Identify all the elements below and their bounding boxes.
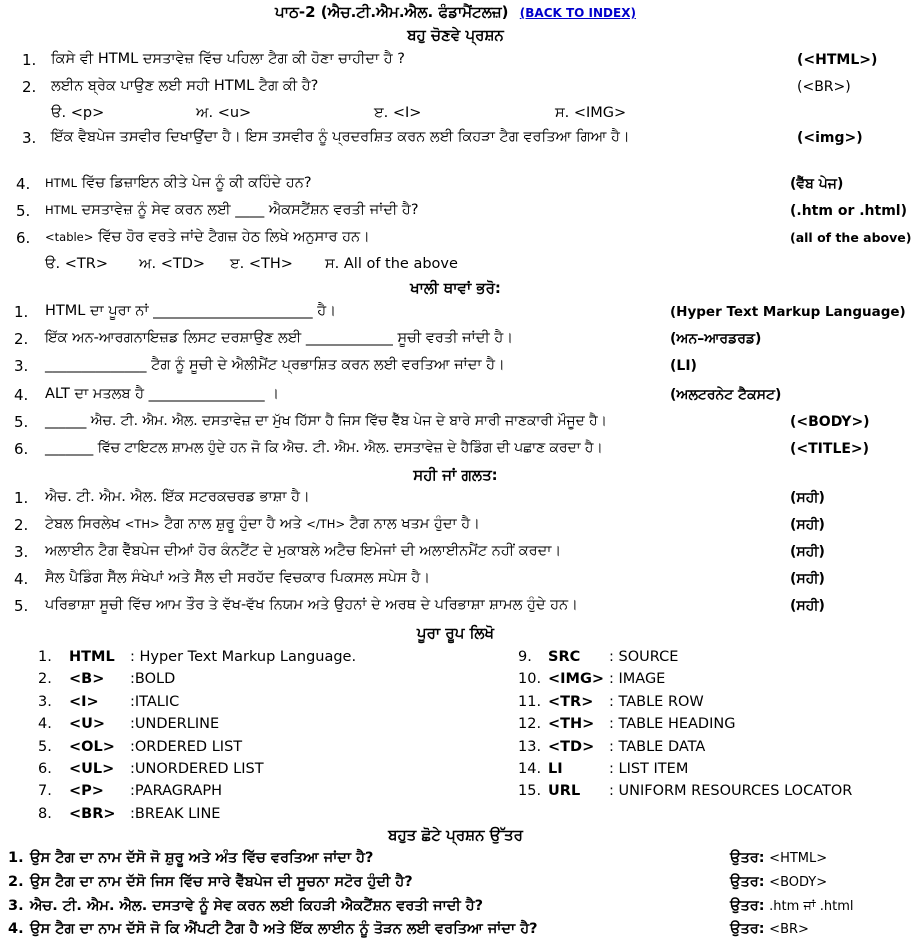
mcq-num: 6. xyxy=(16,229,31,247)
vs-question: ਐਚ. ਟੀ. ਐਮ. ਐਲ. ਦਸਤਾਵੇ ਨੂੰ ਸੇਵ ਕਰਨ ਲਈ ਕਿਹੜੀ ਐਕਟੈਂਸ਼ਨ ਵਰਤੀ ਜਾਦੀ ਹੈ? xyxy=(30,898,484,914)
vs-answer-text: .htm ਜਾਂ .html xyxy=(769,899,854,914)
mcq-option xyxy=(325,256,458,272)
tf-num: 2. xyxy=(14,516,29,534)
tf-question: ਐਚ. ਟੀ. ਐਮ. ਐਲ. ਇੱਕ ਸਟਰਕਚਰਡ ਭਾਸ਼ਾ ਹੈ। xyxy=(45,489,310,505)
mcq-prefix: HTML xyxy=(45,176,78,190)
ff-full: : SOURCE xyxy=(609,649,679,665)
mcq-question xyxy=(45,229,370,245)
ff-num: 1. xyxy=(38,649,52,665)
tf-tag: </TH> xyxy=(306,517,346,531)
fill-blanks-heading: ਖਾਲੀ ਥਾਵਾਂ ਭਰੋ: xyxy=(410,279,501,297)
ff-num: 3. xyxy=(38,694,52,710)
ff-full: : IMAGE xyxy=(609,671,666,687)
fill-num: 4. xyxy=(14,386,29,404)
mcq-answer: (<img>) xyxy=(797,130,863,146)
fill-answer: (Hyper Text Markup Language) xyxy=(670,304,906,320)
fill-answer: (ਅਲਟਰਨੇਟ ਟੈਕਸਟ) xyxy=(670,387,782,403)
vs-answer-label: ਉਤਰ: xyxy=(730,874,765,890)
ff-full: : UNIFORM RESOURCES LOCATOR xyxy=(609,783,853,799)
vs-answer xyxy=(730,898,853,914)
ff-full: : LIST ITEM xyxy=(609,761,689,777)
vs-answer xyxy=(730,850,827,866)
ff-full: :UNORDERED LIST xyxy=(130,761,264,777)
mcq-option-text: ਸ. All of the above xyxy=(325,256,458,272)
mcq-num: 5. xyxy=(16,202,31,220)
fill-question: ______________ ਟੈਗ ਨੂੰ ਸੂਚੀ ਦੇ ਐਲੀਮੈਂਟ ਪ੍ਰਭਾਸ਼ਿਤ ਕਰਨ ਲਈ ਵਰਤਿਆ ਜਾਂਦਾ ਹੈ। xyxy=(45,357,505,373)
ff-full: :ITALIC xyxy=(130,694,180,710)
mcq-option: ੲ. <TH> xyxy=(230,256,293,272)
ff-abbr xyxy=(548,671,604,687)
ff-abbr-text: <I> xyxy=(69,694,99,710)
tf-num: 3. xyxy=(14,543,29,561)
fill-answer: (ਅਨ–ਆਰਡਰਡ) xyxy=(670,331,762,347)
fill-question: ਇੱਕ ਅਨ-ਆਰਗਨਾਇਜ਼ਡ ਲਿਸਟ ਦਰਸ਼ਾਉਣ ਲਈ ____________ ਸੂਚੀ ਵਰਤੀ ਜਾਂਦੀ ਹੈ। xyxy=(45,330,513,346)
fill-answer: (<TITLE>) xyxy=(790,441,870,457)
mcq-option: ੳ. <TR> xyxy=(45,256,108,272)
ff-full: : TABLE ROW xyxy=(609,694,704,710)
mcq-answer: (<HTML>) xyxy=(797,52,878,68)
mcq-answer: (ਵੈੱਬ ਪੇਜ) xyxy=(790,176,844,192)
mcq-answer: (.htm or .html) xyxy=(790,203,907,219)
mcq-question: ਇੱਕ ਵੈਬਪੇਜ ਤਸਵੀਰ ਦਿਖਾਉਂਦਾ ਹੈ। ਇਸ ਤਸਵੀਰ ਨੂੰ ਪ੍ਰਦਰਸ਼ਿਤ ਕਰਨ ਲਈ ਕਿਹੜਾ ਟੈਗ ਵਰਤਿਆ ਗਿਆ ਹੈ। xyxy=(51,129,630,145)
ff-abbr xyxy=(69,671,104,687)
ff-abbr-text: <P> xyxy=(69,783,104,799)
ff-abbr xyxy=(548,694,593,710)
ff-abbr-text: <TR> xyxy=(548,694,594,710)
mcq-question-text: ਵਿੱਚ ਹੋਰ ਵਰਤੇ ਜਾਂਦੇ ਟੈਗਜ਼ ਹੇਠ ਲਿਖੇ ਅਨੁਸਾਰ ਹਨ। xyxy=(93,229,370,245)
ff-abbr-text: <U> xyxy=(69,716,106,732)
mcq-question xyxy=(45,202,419,218)
ff-full: : TABLE DATA xyxy=(609,739,706,755)
vs-answer xyxy=(730,921,809,937)
tf-question-part: ਟੇਬਲ ਸਿਰਲੇਖ xyxy=(45,516,125,532)
ff-abbr xyxy=(69,761,114,777)
ff-abbr-text: <TD> xyxy=(548,739,595,755)
back-to-index-link[interactable]: (BACK TO INDEX) xyxy=(519,6,636,20)
vs-num: 3. xyxy=(8,898,24,914)
mcq-option: ਅ. <u> xyxy=(196,105,252,121)
mcq-num: 3. xyxy=(22,129,37,147)
mcq-question: ਲਈਨ ਬ੍ਰੇਕ ਪਾਉਣ ਲਈ ਸਹੀ HTML ਟੈਗ ਕੀ ਹੈ? xyxy=(51,78,319,94)
tf-question-part: ਟੈਗ ਨਾਲ ਖਤਮ ਹੁੰਦਾ ਹੈ। xyxy=(345,516,480,532)
vs-answer-text: <BODY> xyxy=(769,875,828,890)
tf-answer: (ਸਹੀ) xyxy=(790,517,825,533)
fill-num: 5. xyxy=(14,413,29,431)
mcq-answer: (<BR>) xyxy=(797,79,851,95)
true-false-heading: ਸਹੀ ਜਾਂ ਗਲਤ: xyxy=(413,466,498,484)
tf-answer: (ਸਹੀ) xyxy=(790,598,825,614)
mcq-num: 4. xyxy=(16,175,31,193)
vs-answer-label: ਉਤਰ: xyxy=(730,850,765,866)
tf-answer: (ਸਹੀ) xyxy=(790,544,825,560)
vs-num: 4. xyxy=(8,921,24,937)
vs-answer-text: <HTML> xyxy=(769,851,828,866)
ff-full: : Hyper Text Markup Language. xyxy=(130,649,357,665)
ff-abbr xyxy=(69,806,116,822)
mcq-option: ਸ. <IMG> xyxy=(555,105,627,121)
mcq-question xyxy=(45,175,312,191)
ff-num: 2. xyxy=(38,671,52,687)
tf-answer: (ਸਹੀ) xyxy=(790,490,825,506)
fill-answer: (<BODY>) xyxy=(790,414,870,430)
ff-abbr-text: HTML xyxy=(69,649,115,665)
ff-abbr xyxy=(69,783,104,799)
ff-full: :PARAGRAPH xyxy=(130,783,223,799)
ff-num: 6. xyxy=(38,761,52,777)
tf-question-part: ਟੈਗ ਨਾਲ ਸ਼ੁਰੂ ਹੁੰਦਾ ਹੈ ਅਤੇ xyxy=(159,516,307,532)
page-title xyxy=(0,3,911,21)
ff-abbr xyxy=(548,649,580,665)
mcq-option: ੳ. <p> xyxy=(51,105,105,121)
tf-num: 1. xyxy=(14,489,29,507)
ff-num: 9. xyxy=(518,649,532,665)
tf-tag: <TH> xyxy=(124,517,160,531)
tf-answer: (ਸਹੀ) xyxy=(790,571,825,587)
ff-abbr xyxy=(69,716,105,732)
fill-num: 2. xyxy=(14,330,29,348)
ff-num: 13. xyxy=(518,739,542,755)
ff-abbr-text: LI xyxy=(548,761,563,777)
ff-num: 12. xyxy=(518,716,542,732)
full-form-row xyxy=(38,649,52,665)
ff-abbr-text: <B> xyxy=(69,671,105,687)
mcq-question-text: ਵਿੱਚ ਡਿਜ਼ਾਇਨ ਕੀਤੇ ਪੇਜ ਨੂੰ ਕੀ ਕਹਿੰਦੇ ਹਨ? xyxy=(77,175,312,191)
ff-abbr xyxy=(548,783,580,799)
vs-answer-label: ਉਤਰ: xyxy=(730,898,765,914)
ff-abbr xyxy=(69,649,115,665)
ff-abbr xyxy=(548,761,563,777)
lesson-title: ਪਾਠ-2 (ਐਚ.ਟੀ.ਐਮ.ਐਲ. ਫੰਡਾਮੈਂਟਲਜ਼) xyxy=(275,3,509,21)
vs-num: 1. xyxy=(8,850,24,866)
ff-abbr xyxy=(548,716,594,732)
ff-abbr xyxy=(548,739,594,755)
vs-question: ਉਸ ਟੈਗ ਦਾ ਨਾਮ ਦੱਸੋ ਜਿਸ ਵਿੱਚ ਸਾਰੇ ਵੈੱਬਪੇਜ ਦੀ ਸੂਚਨਾ ਸਟੋਰ ਹੁੰਦੀ ਹੈ? xyxy=(30,874,413,890)
fill-question: ______ ਐਚ. ਟੀ. ਐਮ. ਐਲ. ਦਸਤਾਵੇਜ਼ ਦਾ ਮੁੱਖ ਹਿੱਸਾ ਹੈ ਜਿਸ ਵਿੱਚ ਵੈੱਬ ਪੇਜ ਦੇ ਬਾਰੇ ਸਾਰੀ ਜਾਣਕਾਰੀ ਮੌਜੂਦ ਹੈ। xyxy=(45,413,607,429)
fill-num: 6. xyxy=(14,440,29,458)
mcq-answer: (all of the above) xyxy=(790,230,911,245)
ff-full: :ORDERED LIST xyxy=(130,739,243,755)
vs-num: 2. xyxy=(8,874,24,890)
fill-question: _______ ਵਿੱਚ ਟਾਇਟਲ ਸ਼ਾਮਲ ਹੁੰਦੇ ਹਨ ਜੋ ਕਿ ਐਚ. ਟੀ. ਐਮ. ਐਲ. ਦਸਤਾਵੇਜ਼ ਦੇ ਹੈਡਿੰਗ ਦੀ ਪਛਾਣ ਕਰਦਾ ਹੈ। xyxy=(45,440,603,456)
mcq-question-text: ਦਸਤਾਵੇਜ਼ ਨੂੰ ਸੇਵ ਕਰਨ ਲਈ ____ ਐਕਸਟੈਂਸ਼ਨ ਵਰਤੀ ਜਾਂਦੀ ਹੈ? xyxy=(77,202,419,218)
vs-answer-label: ਉਤਰ: xyxy=(730,921,765,937)
ff-full: : TABLE HEADING xyxy=(609,716,736,732)
ff-abbr-text: <TH> xyxy=(548,716,595,732)
tf-question xyxy=(45,516,480,532)
fill-num: 1. xyxy=(14,303,29,321)
ff-abbr xyxy=(69,694,99,710)
ff-full: :BREAK LINE xyxy=(130,806,221,822)
ff-num: 11. xyxy=(518,694,542,710)
ff-num: 10. xyxy=(518,671,542,687)
ff-num: 15. xyxy=(518,783,542,799)
mcq-question: ਕਿਸੇ ਵੀ HTML ਦਸਤਾਵੇਜ਼ ਵਿੱਚ ਪਹਿਲਾ ਟੈਗ ਕੀ ਹੋਣਾ ਚਾਹੀਦਾ ਹੈ ? xyxy=(51,51,405,67)
tf-question: ਸੈਲ ਪੈਡਿੰਗ ਸੈੱਲ ਸੰਖੇਪਾਂ ਅਤੇ ਸੈੱਲ ਦੀ ਸਰਹੱਦ ਵਿਚਕਾਰ ਪਿਕਸਲ ਸਪੇਸ ਹੈ। xyxy=(45,570,431,586)
ff-num: 7. xyxy=(38,783,52,799)
ff-abbr-text: <OL> xyxy=(69,739,115,755)
vs-question: ਉਸ ਟੈਗ ਦਾ ਨਾਮ ਦੱਸੋ ਜੋ ਕਿ ਐਂਪਟੀ ਟੈਗ ਹੈ ਅਤੇ ਇੱਕ ਲਾਈਨ ਨੂੰ ਤੋੜਨ ਲਈ ਵਰਤਿਆ ਜਾਂਦਾ ਹੈ? xyxy=(30,921,538,937)
ff-abbr xyxy=(69,739,115,755)
ff-abbr-text: <IMG> xyxy=(548,671,605,687)
ff-num: 14. xyxy=(518,761,542,777)
tf-question: ਪਰਿਭਾਸ਼ਾ ਸੂਚੀ ਵਿੱਚ ਆਮ ਤੌਰ ਤੇ ਵੱਖ-ਵੱਖ ਨਿਯਮ ਅਤੇ ਉਹਨਾਂ ਦੇ ਅਰਥ ਦੇ ਪਰਿਭਾਸ਼ਾ ਸ਼ਾਮਲ ਹੁੰਦੇ ਹਨ। xyxy=(45,597,578,613)
ff-abbr-text: SRC xyxy=(548,649,581,665)
ff-full: :UNDERLINE xyxy=(130,716,220,732)
mcq-option: ੲ. <I> xyxy=(374,105,422,121)
ff-abbr-text: <BR> xyxy=(69,806,116,822)
ff-num: 5. xyxy=(38,739,52,755)
very-short-heading: ਬਹੁਤ ਛੋਟੇ ਪ੍ਰਸ਼ਨ ਉੱਤਰ xyxy=(388,826,523,844)
ff-full: :BOLD xyxy=(130,671,176,687)
mcq-num: 2. xyxy=(22,78,37,96)
mcq-option: ਅ. <TD> xyxy=(139,256,206,272)
tf-num: 4. xyxy=(14,570,29,588)
mcq-heading: ਬਹੁ ਚੋਣਵੇ ਪ੍ਰਸ਼ਨ xyxy=(407,26,504,44)
full-forms-heading: ਪੂਰਾ ਰੂਪ ਲਿਖੋ xyxy=(416,624,495,642)
fill-answer: (LI) xyxy=(670,358,697,374)
mcq-num: 1. xyxy=(22,51,37,69)
tf-question: ਅਲਾਈਨ ਟੈਗ ਵੈੱਬਪੇਜ ਦੀਆਂ ਹੋਰ ਕੰਨਟੈਂਟ ਦੇ ਮੁਕਾਬਲੇ ਅਟੈਚ ਇਮੇਜਾਂ ਦੀ ਅਲਾਈਨਮੈਂਟ ਨਹੀਂ ਕਰਦਾ। xyxy=(45,543,562,559)
fill-question: HTML ਦਾ ਪੂਰਾ ਨਾਂ ______________________ ਹੈ। xyxy=(45,303,336,319)
ff-abbr-text: <UL> xyxy=(69,761,115,777)
ff-abbr-text: URL xyxy=(548,783,581,799)
ff-num: 4. xyxy=(38,716,52,732)
mcq-prefix: HTML xyxy=(45,203,78,217)
vs-answer xyxy=(730,874,827,890)
ff-num: 8. xyxy=(38,806,52,822)
fill-question: ALT ਦਾ ਮਤਲਬ ਹੈ ________________ । xyxy=(45,386,279,402)
vs-answer-text: <BR> xyxy=(769,922,809,937)
tf-num: 5. xyxy=(14,597,29,615)
vs-question: ਉਸ ਟੈਗ ਦਾ ਨਾਮ ਦੱਸੋ ਜੋ ਸ਼ੁਰੂ ਅਤੇ ਅੰਤ ਵਿੱਚ ਵਰਤਿਆ ਜਾਂਦਾ ਹੈ? xyxy=(30,850,374,866)
fill-num: 3. xyxy=(14,357,29,375)
mcq-prefix: <table> xyxy=(45,230,94,244)
